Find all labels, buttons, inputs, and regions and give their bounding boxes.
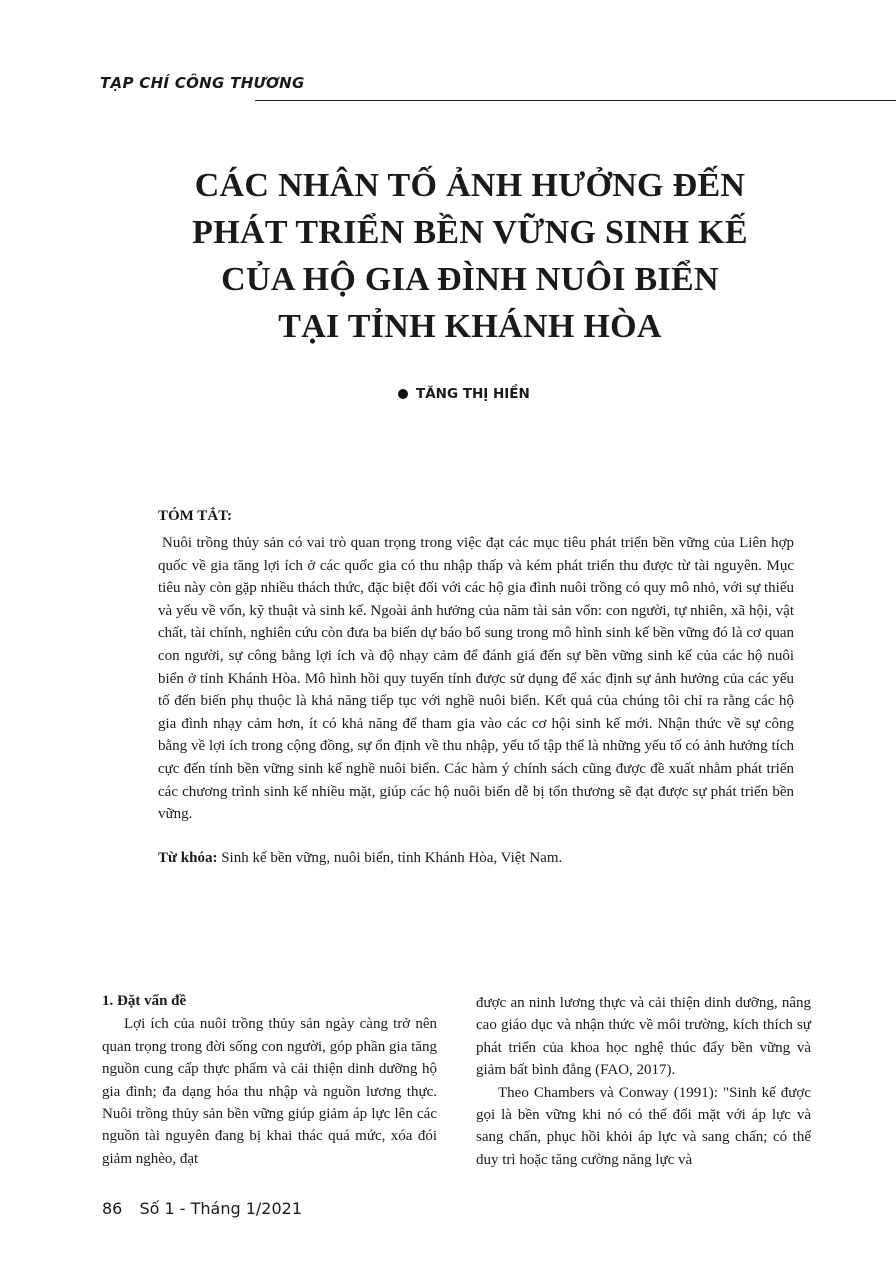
author-name: TĂNG THỊ HIỀN: [416, 386, 530, 402]
body-paragraph-left: Lợi ích của nuôi trồng thủy sản ngày càng trở nên quan trọng trong đời sống con người, góp phần gia tăng nguồn cung cấp thực phẩm và cải thiện dinh dưỡng hộ gia đình; đa dạng hóa thu nhập và nguồn lương thực. Nuôi trồng thủy sản bền vững giúp giảm áp lực lên các nguồn tài nguyên đang bị khai thác quá mức, xóa đói giảm nghèo, đạt: [102, 1016, 437, 1167]
body-paragraph-right-2: Theo Chambers và Conway (1991): "Sinh kế được gọi là bền vững khi nó có thể đối mặt với áp lực và sang chấn, phục hồi khỏi áp lực và sang chấn; có thể duy trì hoặc tăng cường năng lực và: [476, 1084, 811, 1168]
title-line-1: CÁC NHÂN TỐ ẢNH HƯỞNG ĐẾN: [194, 167, 746, 204]
title-line-4: TẠI TỈNH KHÁNH HÒA: [278, 308, 662, 345]
page-footer: [102, 1199, 302, 1218]
keywords-text: Sinh kế bền vững, nuôi biển, tỉnh Khánh Hòa, Việt Nam.: [221, 850, 563, 866]
section-heading: 1. Đặt vấn đề: [102, 993, 187, 1009]
page-number: 86: [102, 1199, 123, 1218]
journal-header: TẠP CHÍ CÔNG THƯƠNG: [100, 74, 305, 92]
header-divider: [255, 100, 896, 101]
author-line: [398, 386, 530, 402]
keywords-label: Từ khóa:: [158, 850, 218, 866]
title-line-3: CỦA HỘ GIA ĐÌNH NUÔI BIỂN: [221, 261, 719, 298]
abstract-heading: TÓM TẮT:: [158, 508, 233, 524]
abstract-text: Nuôi trồng thủy sản có vai trò quan trọng trong việc đạt các mục tiêu phát triển bền vững của Liên hợp quốc về gia tăng lợi ích ở các quốc gia có thu nhập thấp và kém phát triển thu được từ tài nguyên. Mục tiêu này còn gặp nhiều thách thức, đặc biệt đối với các hộ gia đình nuôi trồng có quy mô nhỏ, với sự thiếu và yếu về vốn, kỹ thuật và sinh kế. Ngoài ảnh hưởng của năm tài sản vốn: con người, tự nhiên, xã hội, vật chất, tài chính, nghiên cứu còn đưa ba biến dự báo bổ sung trong mô hình sinh kế bền vững đó là cơ quan con người, sự công bằng lợi ích và độ nhạy cảm để đánh giá đến sự bền vững sinh kế của các hộ nuôi biển ở tỉnh Khánh Hòa. Mô hình hồi quy tuyến tính được sử dụng để xác định sự ảnh hưởng của các yếu tố đến biến phụ thuộc là khả năng tiếp tục với nghề nuôi biển. Kết quả của chúng tôi chỉ ra rằng các hộ gia đình nhạy cảm hơn, ít có khả năng để tham gia vào các cơ hội sinh kế mới. Nhận thức về sự công bằng về lợi ích trong cộng đồng, sự ổn định về thu nhập, yếu tố tập thể là những yếu tố có ảnh hưởng tích cực đến tính bền vững sinh kế nghề nuôi biển. Các hàm ý chính sách cũng được đề xuất nhằm phát triển các chương trình sinh kế nhiều mặt, giúp các hộ nuôi biển dễ bị tổn thương sẽ đạt được sự phát triển bền vững.: [158, 535, 794, 823]
keywords-line: [158, 850, 794, 867]
bullet-icon: [398, 389, 408, 399]
issue-info: Số 1 - Tháng 1/2021: [139, 1199, 302, 1218]
left-column: [102, 990, 437, 1170]
right-column: [476, 992, 811, 1171]
title-line-2: PHÁT TRIỂN BỀN VỮNG SINH KẾ: [192, 214, 748, 251]
article-title: [140, 162, 800, 350]
body-paragraph-right-1: được an ninh lương thực và cải thiện dinh dưỡng, nâng cao giáo dục và nhận thức về môi trường, kích thích sự phát triển của khoa học nghệ thúc đẩy bền vững và giảm bất bình đẳng (FAO, 2017).: [476, 995, 811, 1079]
